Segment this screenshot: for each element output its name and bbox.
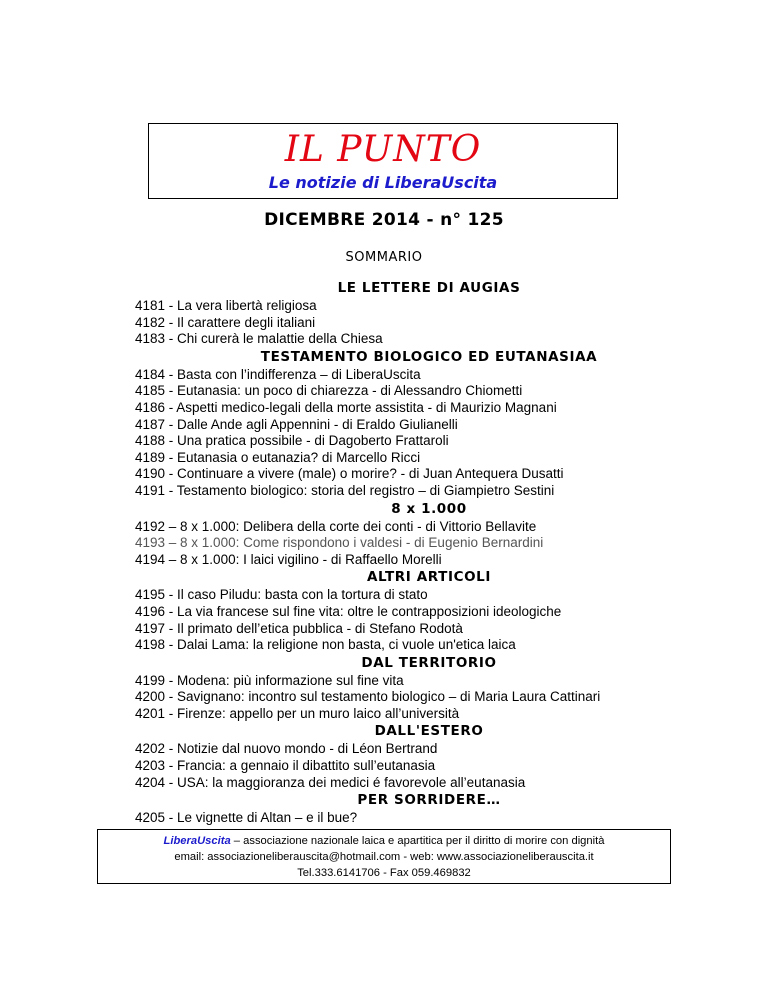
footer-tagline: associazione nazionale laica e apartitica per il diritto di morire con dignità (243, 835, 605, 847)
newsletter-title: IL PUNTO (284, 129, 482, 170)
section-title: TESTAMENTO BIOLOGICO ED EUTANASIAA (260, 348, 598, 365)
footer-contacts: email: associazioneliberauscita@hotmail.com - web: www.associazioneliberauscita.it (174, 851, 594, 863)
article-item: 4187 - Dalle Ande agli Appennini - di Eraldo Giulianelli (135, 416, 458, 432)
section-title: 8 x 1.000 (391, 500, 467, 517)
article-item: 4196 - La via francese sul fine vita: oltre le contrapposizioni ideologiche (135, 603, 562, 619)
article-item: 4205 - Le vignette di Altan – e il bue? (135, 810, 358, 826)
newsletter-subtitle: Le notizie di LiberaUscita (268, 173, 498, 192)
issue-date: DICEMBRE 2014 - n° 125 (264, 210, 504, 230)
article-item: 4188 - Una pratica possibile - di Dagoberto Frattaroli (135, 433, 449, 449)
footer-brand: LiberaUscita (163, 835, 231, 847)
article-item: 4189 - Eutanasia o eutanazia? di Marcello Ricci (135, 449, 421, 465)
footer-dash: – (230, 835, 244, 847)
article-item: 4202 - Notizie dal nuovo mondo - di Léon Bertrand (135, 741, 438, 757)
footer-phone: Tel.333.6141706 - Fax 059.469832 (297, 867, 471, 879)
article-item: 4192 – 8 x 1.000: Delibera della corte dei conti - di Vittorio Bellavite (135, 518, 537, 534)
summary-heading: SOMMARIO (345, 250, 423, 265)
section-title: PER SORRIDERE… (357, 792, 501, 809)
footer-tagline-line (98, 833, 670, 849)
article-item: 4201 - Firenze: appello per un muro laico all’università (135, 705, 460, 721)
table-of-contents (135, 279, 675, 827)
article-item: 4191 - Testamento biologico: storia del registro – di Giampietro Sestini (135, 482, 555, 498)
article-item: 4185 - Eutanasia: un poco di chiarezza - di Alessandro Chiometti (135, 383, 523, 399)
article-item: 4190 - Continuare a vivere (male) o morire? - di Juan Antequera Dusatti (135, 466, 564, 482)
footer-box (97, 829, 671, 884)
article-item: 4184 - Basta con l’indifferenza – di LiberaUscita (135, 366, 421, 382)
section-title: ALTRI ARTICOLI (366, 569, 492, 586)
article-item: 4194 – 8 x 1.000: I laici vigilino - di Raffaello Morelli (135, 551, 442, 567)
article-item: 4198 - Dalai Lama: la religione non basta, ci vuole un'etica laica (135, 637, 516, 653)
article-item: 4193 – 8 x 1.000: Come rispondono i valdesi - di Eugenio Bernardini (135, 535, 544, 551)
article-item: 4203 - Francia: a gennaio il dibattito sull’eutanasia (135, 758, 436, 774)
article-item: 4195 - Il caso Piludu: basta con la tortura di stato (135, 587, 428, 603)
article-item: 4181 - La vera libertà religiosa (135, 298, 317, 313)
section-title: DAL TERRITORIO (361, 654, 497, 671)
section-title: LE LETTERE DI AUGIAS (337, 280, 521, 296)
article-item: 4197 - Il primato dell’etica pubblica - di Stefano Rodotà (135, 620, 463, 636)
article-item: 4182 - Il carattere degli italiani (135, 314, 316, 330)
article-item: 4183 - Chi curerà le malattie della Chiesa (135, 331, 383, 347)
article-item: 4186 - Aspetti medico-legali della morte assistita - di Maurizio Magnani (135, 399, 557, 415)
section-title: DALL'ESTERO (374, 723, 484, 740)
masthead-box (148, 123, 618, 199)
article-item: 4200 - Savignano: incontro sul testamento biologico – di Maria Laura Cattinari (135, 689, 601, 705)
article-item: 4204 - USA: la maggioranza dei medici é favorevole all’eutanasia (135, 774, 526, 790)
article-item: 4199 - Modena: più informazione sul fine vita (135, 672, 404, 688)
